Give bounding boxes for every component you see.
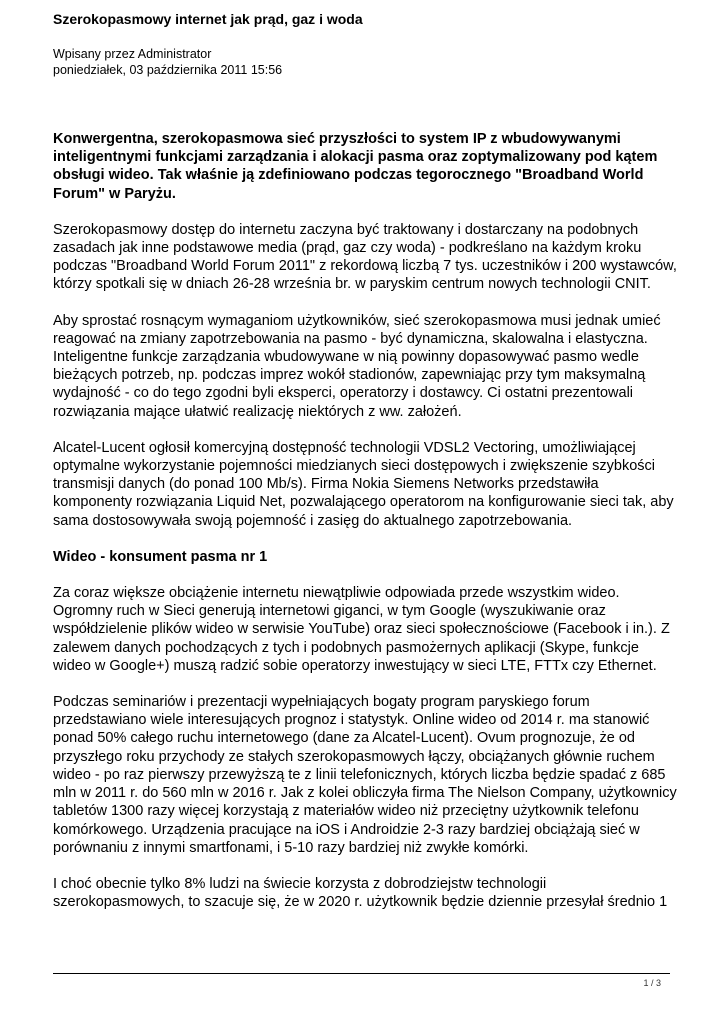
section-heading: Wideo - konsument pasma nr 1 xyxy=(53,548,268,565)
page-number: 1 / 3 xyxy=(643,978,661,988)
date-line: poniedziałek, 03 października 2011 15:56 xyxy=(53,63,283,77)
article-title: Szerokopasmowy internet jak prąd, gaz i woda xyxy=(53,11,363,27)
author-line: Wpisany przez Administrator xyxy=(53,47,212,61)
paragraph-4: Za coraz większe obciążenie internetu niewątpliwie odpowiada przede wszystkim wideo. Ogromny ruch w Sieci generują internetowi giganci, w tym Google (wyszukiwanie oraz współdzielenie plików wideo w serwisie YouTube) oraz sieci społecznościowe (Facebook i in.). Z zalewem danych pochodzących z tych i podobnych pasmożernych aplikacji (Skype, funkcje wideo w Google+) muszą radzić sobie operatorzy inwestujący w sieci LTE, FTTx czy Ethernet. xyxy=(53,585,670,674)
article-body xyxy=(53,130,678,929)
paragraph-1: Szerokopasmowy dostęp do internetu zaczyna być traktowany i dostarczany na podobnych zasadach jak inne podstawowe media (prąd, gaz czy woda) - podkreślano na każdym kroku podczas "Broadband World Forum 2011" z rekordową liczbą 7 tys. uczestników i 200 wystawców, którzy spotkali się w dniach 26-28 września br. w paryskim centrum nowych technologii CNIT. xyxy=(53,221,677,293)
footer-divider xyxy=(53,973,670,974)
article-meta xyxy=(53,46,673,78)
paragraph-6: I choć obecnie tylko 8% ludzi na świecie korzysta z dobrodziejstw technologii szerokopasmowych, to szacuje się, że w 2020 r. użytkownik będzie dziennie przesyłał średnio 1 xyxy=(53,875,668,911)
paragraph-3: Alcatel-Lucent ogłosił komercyjną dostępność technologii VDSL2 Vectoring, umożliwiającej optymalne wykorzystanie pojemności miedzianych sieci dostępowych i zwiększenie szybkości transmisji danych (do ponad 100 Mb/s). Firma Nokia Siemens Networks przedstawiła komponenty rozwiązania Liquid Net, pozwalającego operatorom na konfigurowanie sieci tak, aby sama dostosowywała swoją pojemność i zasięg do aktualnego zapotrzebowania. xyxy=(53,439,674,529)
lead-paragraph: Konwergentna, szerokopasmowa sieć przyszłości to system IP z wbudowywanymi inteligentnymi funkcjami zarządzania i alokacji pasma oraz zoptymalizowany pod kątem obsługi wideo. Tak właśnie ją zdefiniowano podczas tegorocznego "Broadband World Forum" w Paryżu. xyxy=(53,131,658,202)
paragraph-2: Aby sprostać rosnącym wymaganiom użytkowników, sieć szerokopasmowa musi jednak umieć reagować na zmiany zapotrzebowania na pasmo - być dynamiczna, skalowalna i elastyczna. Inteligentne funkcje zarządzania wbudowywane w nią powinny dopasowywać pasmo wedle bieżących potrzeb, np. podczas imprez wokół stadionów, zapewniając przy tym maksymalną wydajność - co do tego zgodni byli eksperci, operatorzy i dostawcy. Ci ostatni prezentowali rozwiązania mające ułatwić realizację niektórych z ww. założeń. xyxy=(53,312,661,420)
article-header xyxy=(53,10,673,78)
paragraph-5: Podczas seminariów i prezentacji wypełniających bogaty program paryskiego forum przedstawiano wiele interesujących prognoz i statystyk. Online wideo od 2014 r. ma stanowić ponad 50% całego ruchu internetowego (dane za Alcatel-Lucent). Ovum prognozuje, że od przyszłego roku przychody ze stałych szerokopasmowych łączy, obciążanych głównie ruchem wideo - po raz pierwszy przewyższą te z linii telefonicznych, których liczba będzie spadać z 685 mln w 2011 r. do 560 mln w 2016 r. Jak z kolei obliczyła firma The Nielson Company, użytkownicy tabletów 1300 razy więcej korzystają z materiałów wideo niż przeciętny użytkownik telefonu komórkowego. Urządzenia pracujące na iOS i Androidzie 2-3 razy bardziej obciążają sieć w porównaniu z innymi smartfonami, i 5-10 razy bardziej niż zwykłe komórki. xyxy=(53,694,677,856)
